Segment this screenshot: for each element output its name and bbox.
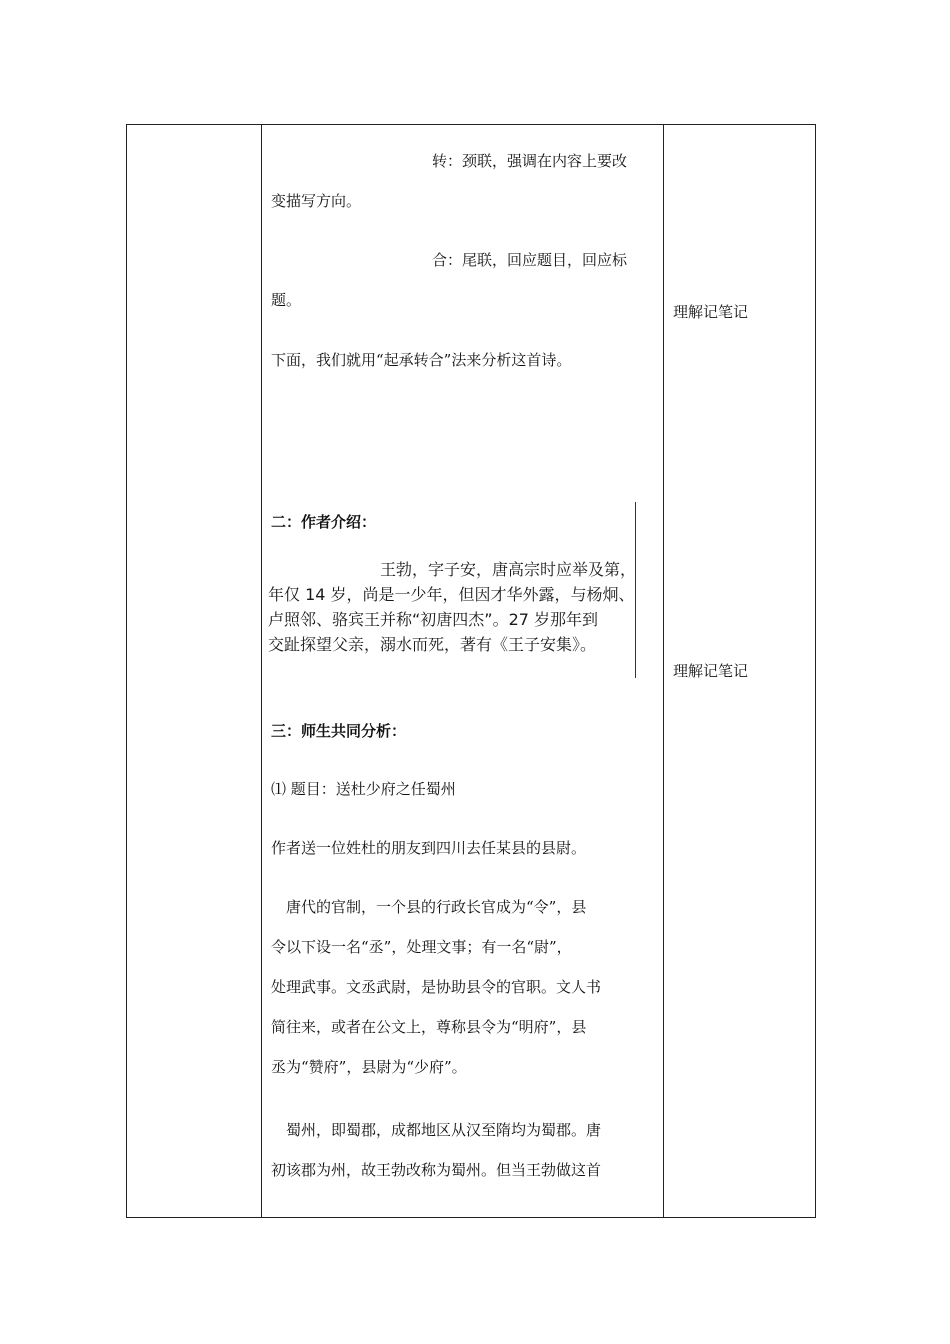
text-line: 转：颈联，强调在内容上要改 bbox=[432, 152, 628, 170]
author-intro-image bbox=[268, 502, 638, 680]
text-line: 合：尾联，回应题目，回应标 bbox=[432, 251, 628, 269]
image-edge-line bbox=[635, 502, 636, 678]
section-heading-analysis: 三：师生共同分析： bbox=[271, 722, 407, 740]
text-line: 唐代的官制，一个县的行政长官成为“令”，县 bbox=[286, 898, 587, 916]
text-line: 题。 bbox=[271, 291, 302, 309]
column-divider-left bbox=[261, 125, 262, 1217]
text-line: 丞为“赞府”，县尉为“少府”。 bbox=[271, 1058, 467, 1076]
note-label: 理解记笔记 bbox=[673, 303, 749, 321]
author-line: 交趾探望父亲，溺水而死，著有《王子安集》。 bbox=[268, 635, 597, 654]
text-line: 令以下设一名“丞”，处理文事；有一名“尉”， bbox=[271, 938, 572, 956]
author-line: 年仅 14 岁，尚是一少年，但因才华外露，与杨炯、 bbox=[268, 585, 635, 604]
text-line: 简往来，或者在公文上，尊称县令为“明府”，县 bbox=[271, 1018, 587, 1036]
section-heading-author: 二：作者介绍： bbox=[271, 513, 377, 531]
list-item: ⑴ 题目：送杜少府之任蜀州 bbox=[271, 780, 456, 798]
text-line: 蜀州，即蜀郡，成都地区从汉至隋均为蜀郡。唐 bbox=[286, 1121, 602, 1139]
column-divider-right bbox=[663, 125, 664, 1217]
note-label: 理解记笔记 bbox=[673, 662, 749, 680]
text-line: 处理武事。文丞武尉，是协助县令的官职。文人书 bbox=[271, 978, 602, 996]
text-line: 初该郡为州，故王勃改称为蜀州。但当王勃做这首 bbox=[271, 1161, 602, 1179]
author-line: 王勃，字子安，唐高宗时应举及第， bbox=[380, 560, 637, 579]
text-line: 变描写方向。 bbox=[271, 192, 362, 210]
author-line: 卢照邻、骆宾王并称“初唐四杰”。27 岁那年到 bbox=[268, 610, 599, 629]
text-line: 作者送一位姓杜的朋友到四川去任某县的县尉。 bbox=[271, 839, 587, 857]
text-line: 下面，我们就用“起承转合”法来分析这首诗。 bbox=[271, 351, 572, 369]
